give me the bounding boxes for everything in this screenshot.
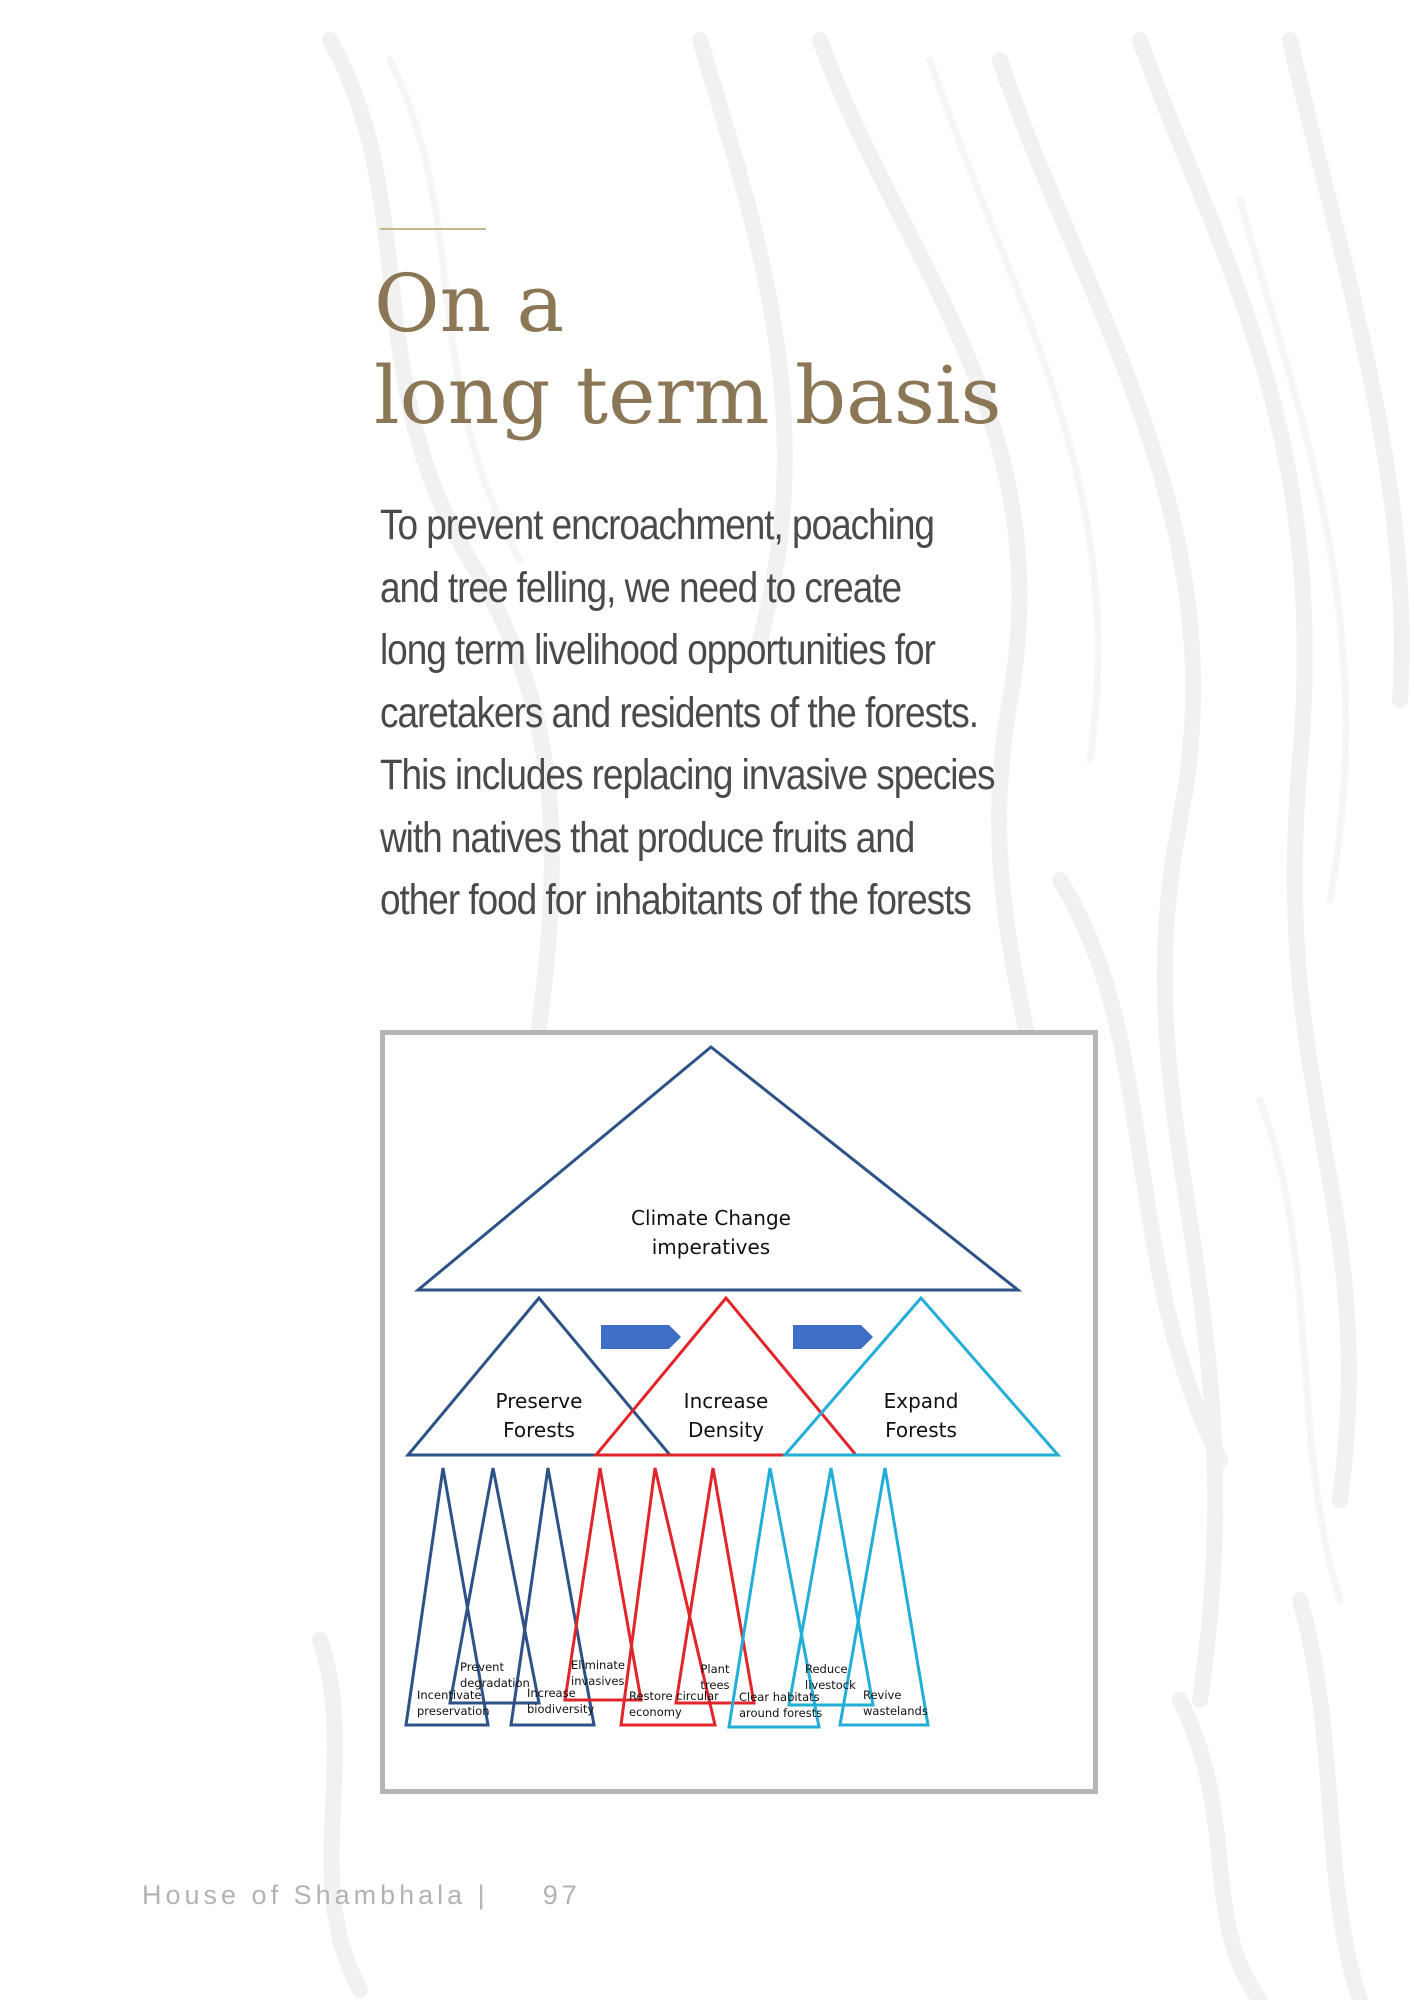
body-line-1: To prevent encroachment, poaching bbox=[380, 501, 934, 549]
leaf-label-prevent-degradation-1: Prevent bbox=[460, 1660, 504, 1674]
page-number: 97 bbox=[542, 1880, 581, 1910]
leaf-label-clear-habitats-1: Clear habitats bbox=[739, 1690, 820, 1704]
right-arrow-1 bbox=[601, 1325, 681, 1349]
title-accent-rule bbox=[380, 228, 486, 230]
leaf-label-reduce-livestock-2: livestock bbox=[805, 1678, 856, 1692]
top-label-line-1: Climate Change bbox=[631, 1206, 791, 1230]
footer-brand: House of Shambhala | bbox=[142, 1880, 489, 1910]
leaf-label-plant-trees-2: trees bbox=[700, 1678, 730, 1692]
page-title bbox=[374, 258, 1002, 442]
forest-strategy-diagram bbox=[380, 1030, 1098, 1794]
title-line-1: On a bbox=[374, 257, 565, 350]
triangle-hierarchy-diagram bbox=[385, 1035, 1093, 1789]
title-line-2: long term basis bbox=[374, 349, 1002, 442]
preserve-forests-line-2: Forests bbox=[503, 1418, 575, 1442]
body-line-3: long term livelihood opportunities for bbox=[380, 626, 935, 674]
top-label-line-2: imperatives bbox=[651, 1235, 771, 1259]
leaf-label-incentivate-preservation-2: preservation bbox=[417, 1704, 490, 1718]
preserve-forests-line-1: Preserve bbox=[495, 1389, 583, 1413]
leaf-label-reduce-livestock-1: Reduce bbox=[805, 1662, 848, 1676]
right-arrow-2 bbox=[793, 1325, 873, 1349]
leaf-label-prevent-degradation-2: degradation bbox=[460, 1676, 530, 1690]
leaf-label-restore-circular-economy-2: economy bbox=[629, 1705, 682, 1719]
body-line-6: with natives that produce fruits and bbox=[380, 813, 915, 862]
leaf-label-clear-habitats-2: around forests bbox=[739, 1706, 823, 1720]
body-line-5: This includes replacing invasive species bbox=[380, 751, 995, 799]
body-line-2: and tree felling, we need to create bbox=[380, 563, 902, 612]
expand-forests-line-1: Expand bbox=[883, 1389, 959, 1413]
expand-forests-line-2: Forests bbox=[885, 1418, 957, 1442]
increase-density-line-1: Increase bbox=[683, 1389, 769, 1413]
leaf-label-revive-wastelands-2: wastelands bbox=[863, 1704, 928, 1718]
page-footer bbox=[142, 1880, 581, 1911]
leaf-label-eliminate-invasives-2: invasives bbox=[571, 1674, 625, 1688]
leaf-label-revive-wastelands-1: Revive bbox=[863, 1688, 902, 1702]
leaf-label-incentivate-preservation-1: Incentivate bbox=[417, 1688, 482, 1702]
leaf-label-restore-circular-economy-1: Restore circular bbox=[629, 1689, 719, 1703]
leaf-label-eliminate-invasives-1: Eliminate bbox=[571, 1658, 625, 1672]
leaf-label-plant-trees-1: Plant bbox=[700, 1662, 730, 1676]
body-line-4: caretakers and residents of the forests. bbox=[380, 688, 978, 737]
increase-density-line-2: Density bbox=[687, 1418, 765, 1442]
body-line-7: other food for inhabitants of the forests bbox=[380, 876, 971, 924]
body-paragraph bbox=[380, 494, 1016, 932]
leaf-label-increase-biodiversity-2: biodiversity bbox=[527, 1702, 595, 1716]
leaf-label-increase-biodiversity-1: Increase bbox=[527, 1686, 576, 1700]
